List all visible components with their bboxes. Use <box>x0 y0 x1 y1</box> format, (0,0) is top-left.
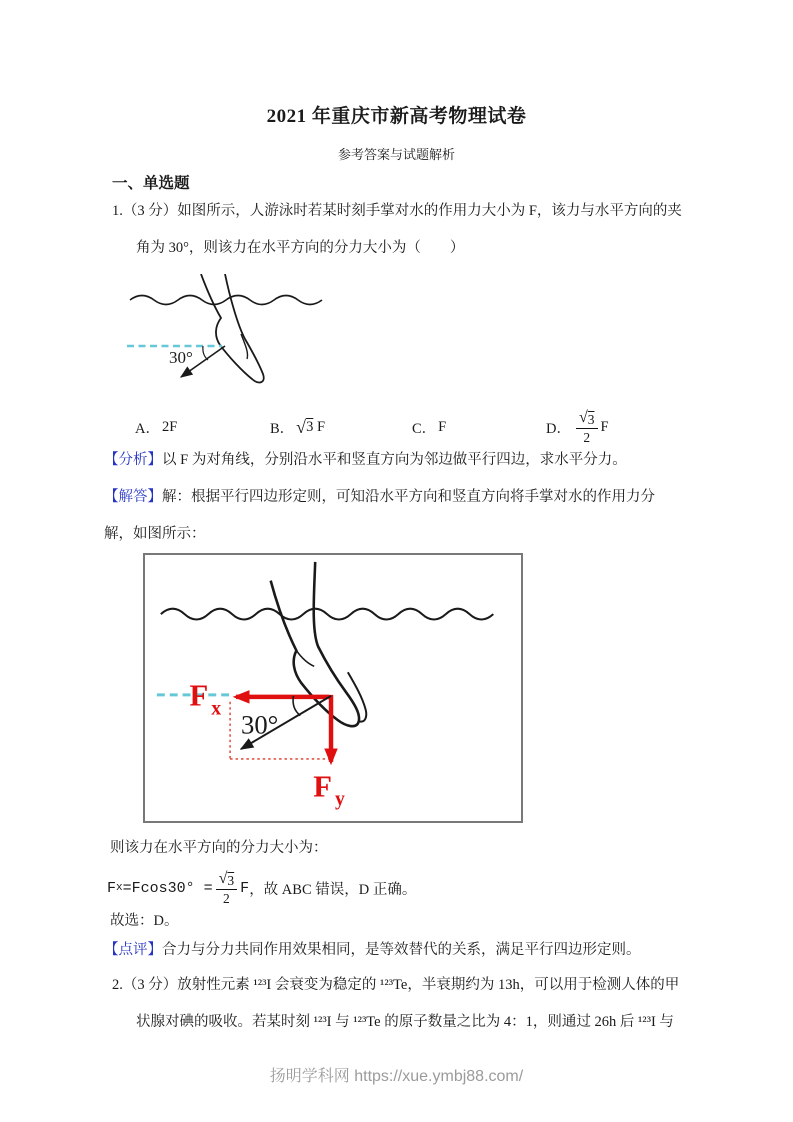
option-c-label: C． <box>412 420 437 437</box>
stem-line: 1.（3 分）如图所示，人游泳时若某时刻手掌对水的作用力大小为 F，该力与水平方向的夹 <box>112 203 682 219</box>
comment-tag: 【点评】 <box>104 942 162 958</box>
watermark-footer: 扬明学科网 https://xue.ymbj88.com/ <box>269 1068 524 1085</box>
equation-mid: =Fcos30° = <box>122 879 213 897</box>
answer-paragraph <box>104 479 655 553</box>
radical-sign: √ <box>296 417 307 437</box>
equation-lhs-subscript: x <box>116 882 123 894</box>
equation-tail: ，故 ABC 错误，D 正确。 <box>249 881 417 898</box>
water-surface-line <box>161 609 493 620</box>
decomposition-figure-svg <box>145 555 521 821</box>
fy-label: F <box>313 769 332 804</box>
analysis-tag: 【分析】 <box>104 452 162 468</box>
section-heading: 一、单选题 <box>112 175 190 192</box>
page-subtitle: 参考答案与试题解析 <box>337 147 455 162</box>
fraction <box>576 409 598 445</box>
question-2-stem <box>112 967 679 1041</box>
answer-tag: 【解答】 <box>104 489 162 505</box>
wrist-line <box>296 651 314 667</box>
option-d-label: D． <box>546 420 571 437</box>
radicand: 3 <box>587 411 595 427</box>
water-surface-line <box>130 296 322 305</box>
solution-figure-decomposition <box>143 553 523 823</box>
option-b-suffix: F <box>316 418 326 435</box>
answer-text-line2: 解，如图所示： <box>104 526 206 542</box>
radical-sign: √ <box>578 409 588 427</box>
analysis-text: 以 F 为对角线，分别沿水平和竖直方向为邻边做平行四边，求水平分力。 <box>162 452 627 468</box>
swimmer-arm-outline <box>201 274 264 382</box>
denominator: 2 <box>583 430 591 446</box>
radicand: 3 <box>306 418 314 435</box>
fraction <box>216 870 238 906</box>
equation-suffix: F <box>240 879 250 897</box>
radical-sign: √ <box>218 870 228 888</box>
choice-text: 故选：D。 <box>110 913 179 929</box>
option-c-value: F <box>438 418 447 435</box>
option-b-label: B． <box>270 420 295 437</box>
angle-label: 30° <box>240 709 279 740</box>
conclusion-text: 则该力在水平方向的分力大小为： <box>110 840 328 856</box>
denominator: 2 <box>223 891 230 907</box>
option-d-suffix: F <box>600 418 609 435</box>
comment-text: 合力与分力共同作用效果相同，是等效替代的关系，满足平行四边形定则。 <box>162 942 641 958</box>
comment-paragraph <box>104 932 641 969</box>
fy-label-subscript: y <box>334 788 345 811</box>
swimmer-figure-svg <box>125 274 435 414</box>
swimmer-arm-outline <box>271 562 359 726</box>
question-1-stem <box>112 193 682 267</box>
analysis-paragraph <box>104 442 627 479</box>
question-figure-swimmer <box>125 274 435 414</box>
stem-line: 状腺对碘的吸收。若某时刻 ¹²³I 与 ¹²³Te 的原子数量之比为 4：1，则通过 26h 后 ¹²³I 与 <box>136 1014 674 1030</box>
stem-line: 角为 30°，则该力在水平方向的分力大小为（ ） <box>136 240 465 256</box>
answer-text-line1: 解：根据平行四边形定则，可知沿水平方向和竖直方向将手掌对水的作用力分 <box>162 489 655 505</box>
option-a-value: 2F <box>161 418 178 435</box>
option-a-label: A． <box>135 420 160 437</box>
page-title: 2021 年重庆市新高考物理试卷 <box>266 106 527 127</box>
radicand: 3 <box>227 872 235 888</box>
fx-label: F <box>189 678 209 713</box>
angle-label: 30° <box>169 348 193 367</box>
stem-line: 2.（3 分）放射性元素 ¹²³I 会衰变为稳定的 ¹²³Te，半衰期约为 13h，可以用于检测人体的甲 <box>112 977 680 993</box>
equation-lhs: F <box>107 879 117 897</box>
fx-label-subscript: x <box>211 697 222 720</box>
